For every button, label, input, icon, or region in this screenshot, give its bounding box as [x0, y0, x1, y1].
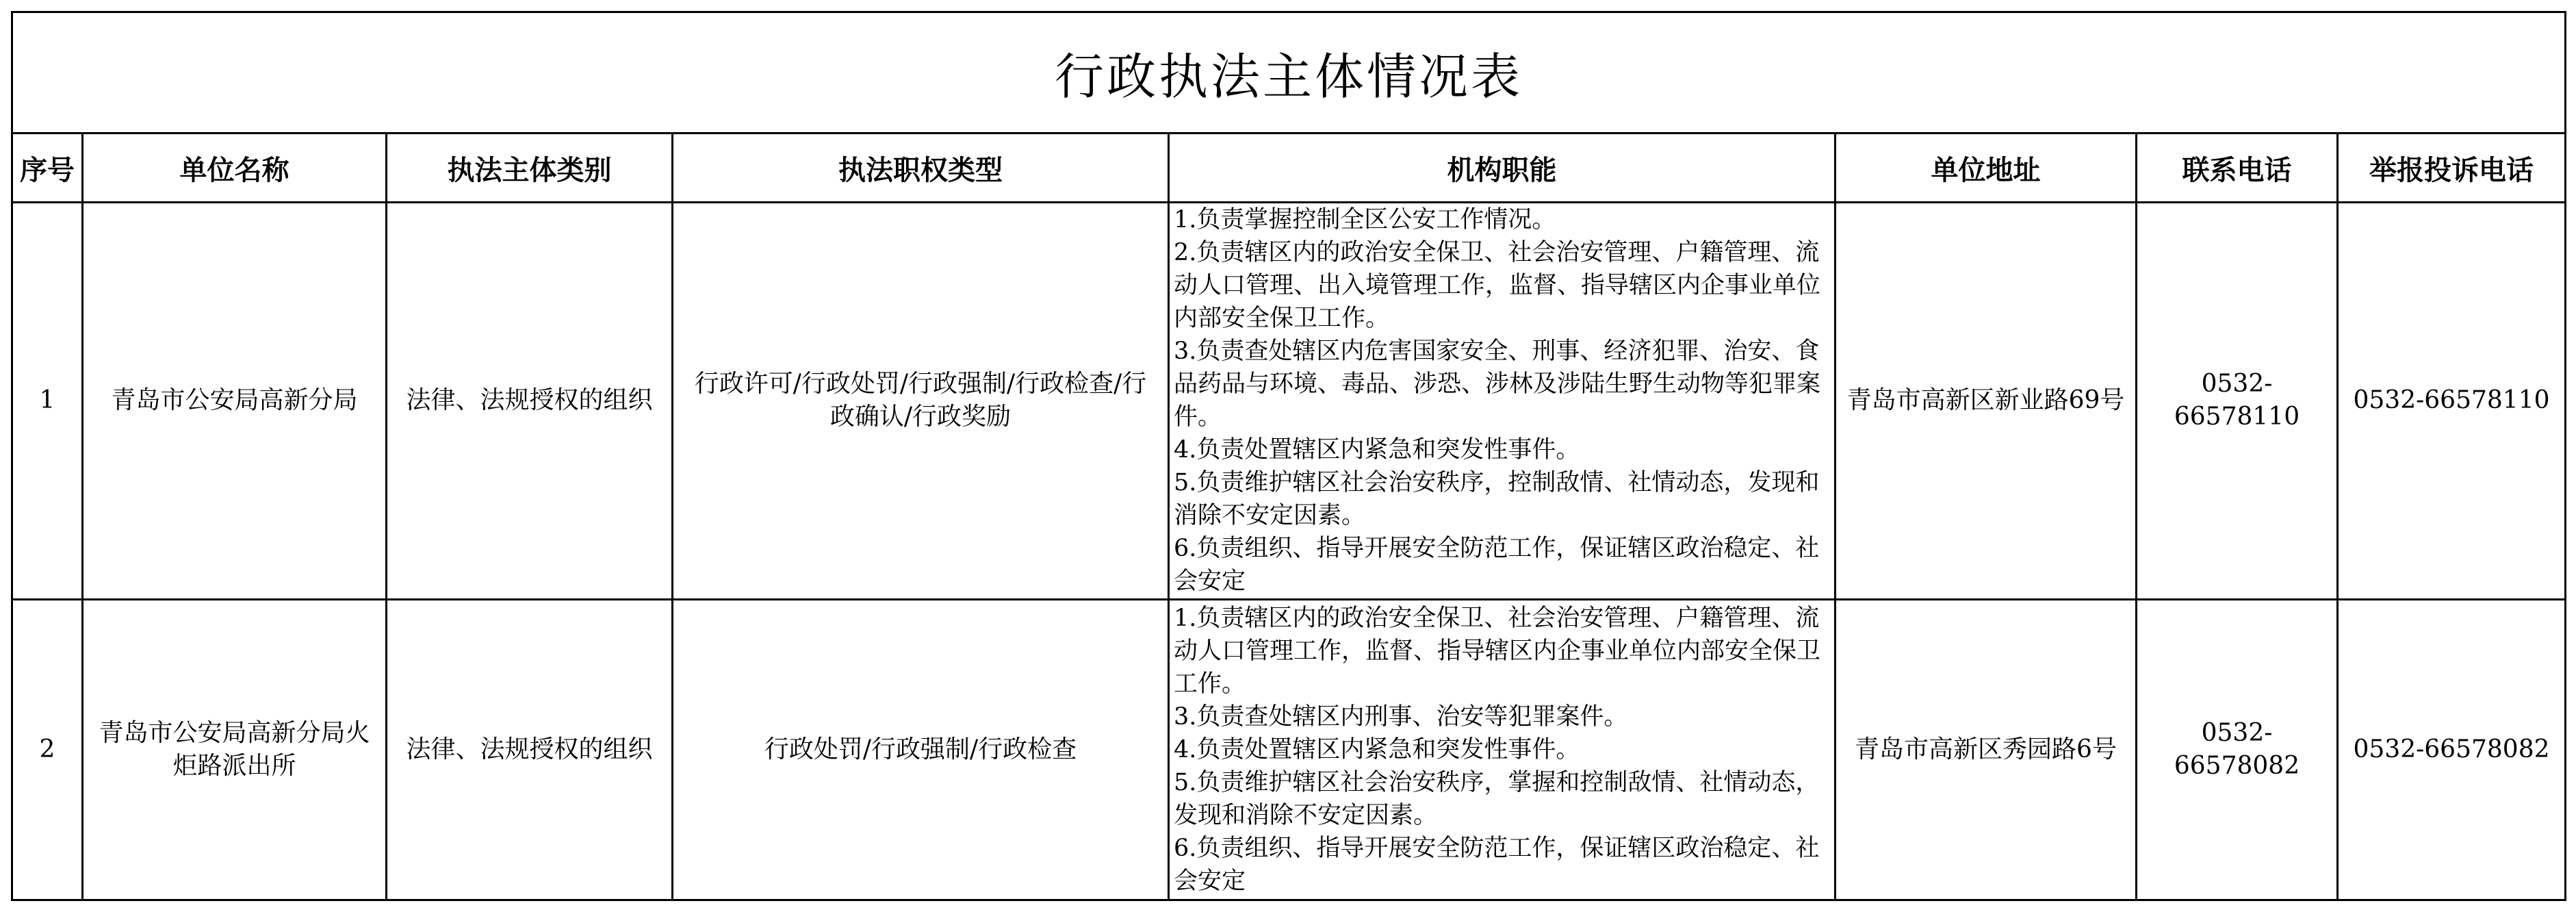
cell-phone: 0532-66578082 [2137, 599, 2338, 900]
header-seq: 序号 [12, 134, 83, 202]
function-item: 3.负责查处辖区内刑事、治安等犯罪案件。 [1174, 702, 1628, 731]
header-subject-type: 执法主体类别 [387, 134, 673, 202]
cell-address: 青岛市高新区秀园路6号 [1836, 599, 2137, 900]
table-row [12, 599, 2566, 900]
cell-subject-type: 法律、法规授权的组织 [387, 599, 673, 900]
header-address: 单位地址 [1836, 134, 2137, 202]
cell-unit-name: 青岛市公安局高新分局火炬路派出所 [83, 599, 387, 900]
header-complaint-phone: 举报投诉电话 [2338, 134, 2566, 202]
header-row [12, 134, 2566, 202]
cell-functions [1169, 599, 1836, 900]
cell-subject-type: 法律、法规授权的组织 [387, 202, 673, 599]
cell-seq: 2 [12, 599, 83, 900]
table-row [12, 202, 2566, 599]
cell-unit-name: 青岛市公安局高新分局 [83, 202, 387, 599]
cell-seq: 1 [12, 202, 83, 599]
function-item: 4.负责处置辖区内紧急和突发性事件。 [1174, 436, 1580, 464]
cell-phone: 0532-66578110 [2137, 202, 2338, 599]
header-power-type: 执法职权类型 [673, 134, 1169, 202]
cell-power-type: 行政许可/行政处罚/行政强制/行政检查/行政确认/行政奖励 [673, 202, 1169, 599]
function-item: 1.负责掌握控制全区公安工作情况。 [1174, 206, 1556, 234]
cell-power-type: 行政处罚/行政强制/行政检查 [673, 599, 1169, 900]
table-title: 行政执法主体情况表 [12, 12, 2566, 134]
header-unit-name: 单位名称 [83, 134, 387, 202]
function-item: 2.负责辖区内的政治安全保卫、社会治安管理、户籍管理、流动人口管理、出入境管理工作，监督、指导辖区内企事业单位内部安全保卫工作。 [1174, 239, 1821, 333]
function-item: 6.负责组织、指导开展安全防范工作，保证辖区政治稳定、社会安定 [1174, 834, 1820, 895]
header-phone: 联系电话 [2137, 134, 2338, 202]
function-item: 4.负责处置辖区内紧急和突发性事件。 [1174, 735, 1580, 763]
cell-functions [1169, 202, 1836, 599]
title-row [12, 12, 2566, 134]
function-item: 5.负责维护辖区社会治安秩序，掌握和控制敌情、社情动态，发现和消除不安定因素。 [1174, 768, 1820, 829]
enforcement-subject-table [11, 11, 2566, 901]
function-item: 3.负责查处辖区内危害国家安全、刑事、经济犯罪、治安、食品药品与环境、毒品、涉恐、涉林及涉陆生野生动物等犯罪案件。 [1174, 338, 1821, 431]
function-item: 1.负责辖区内的政治安全保卫、社会治安管理、户籍管理、流动人口管理工作，监督、指导辖区内企事业单位内部安全保卫工作。 [1174, 604, 1821, 698]
cell-complaint-phone: 0532-66578110 [2338, 202, 2566, 599]
function-item: 6.负责组织、指导开展安全防范工作，保证辖区政治稳定、社会安定 [1174, 535, 1820, 596]
function-item: 5.负责维护辖区社会治安秩序，控制敌情、社情动态，发现和消除不安定因素。 [1174, 469, 1820, 530]
cell-complaint-phone: 0532-66578082 [2338, 599, 2566, 900]
header-functions: 机构职能 [1169, 134, 1836, 202]
cell-address: 青岛市高新区新业路69号 [1836, 202, 2137, 599]
